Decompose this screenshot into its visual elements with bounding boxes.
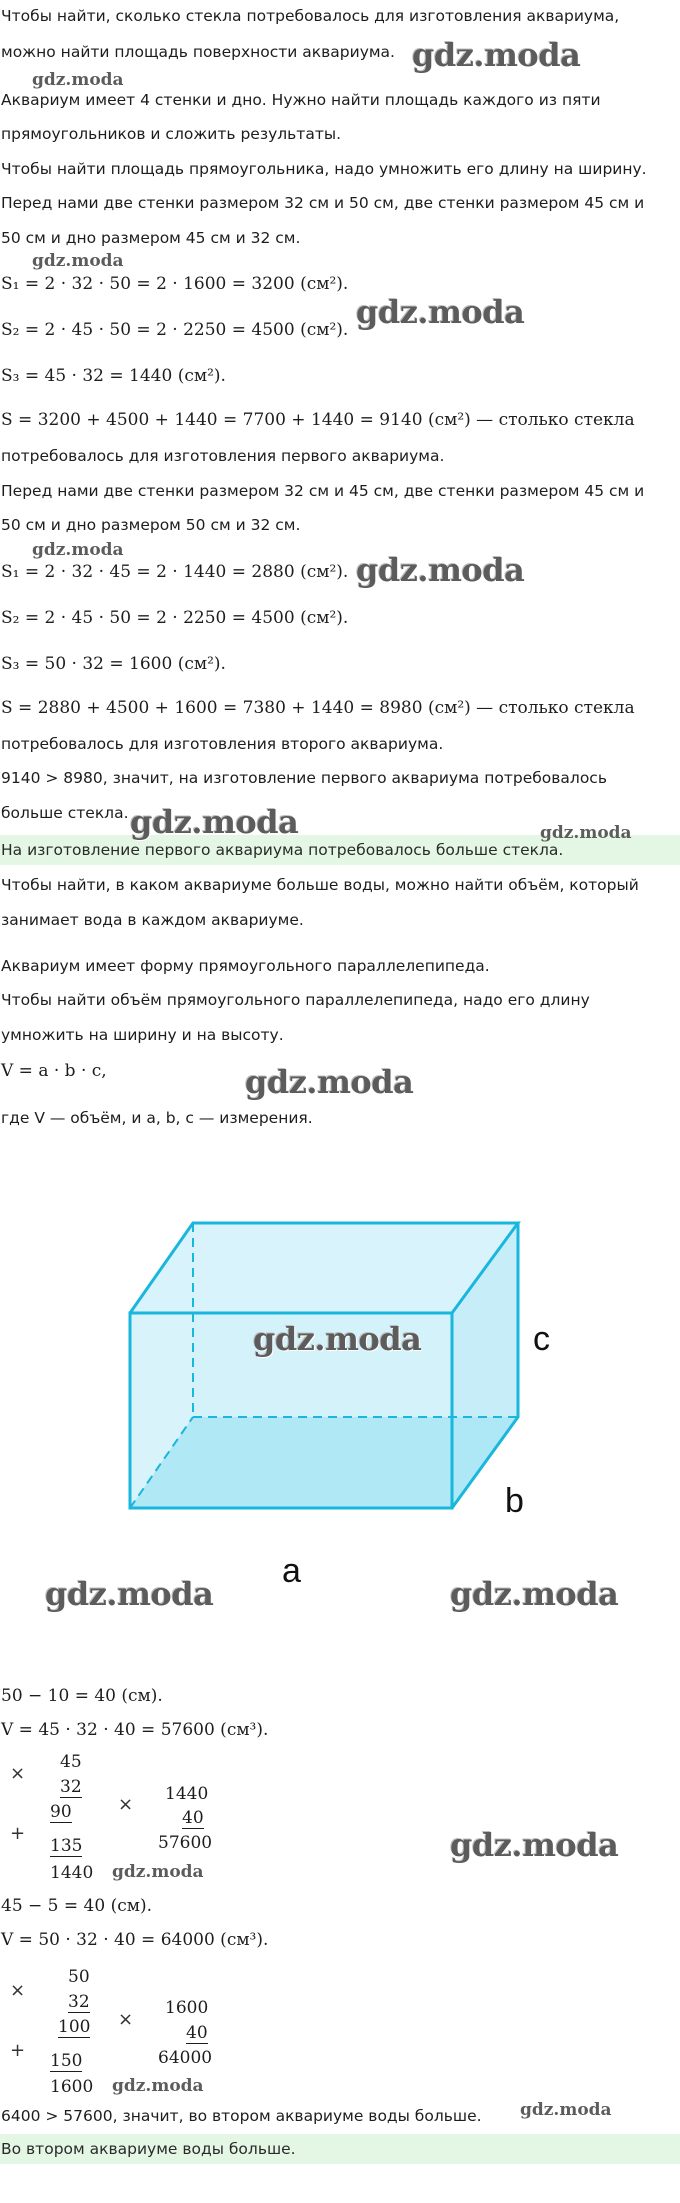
label-c: c [533, 1320, 550, 1358]
text-line: занимает вода в каждом аквариуме. [1, 911, 304, 929]
text-line: Аквариум имеет 4 стенки и дно. Нужно найти площадь каждого из пяти [1, 91, 601, 109]
formula-line: V = 50 · 32 · 40 = 64000 (см³). [1, 1930, 269, 1950]
formula-line: 45 − 5 = 40 (см). [1, 1896, 152, 1916]
answer-text: Во втором аквариуме воды больше. [1, 2140, 296, 2158]
text-line: где V — объём, и a, b, c — измерения. [1, 1109, 313, 1127]
watermark-logo: gdz.moda [356, 293, 525, 331]
partial-product: 90 [50, 1802, 72, 1822]
box-top-face [130, 1223, 518, 1313]
times-sign: × [10, 1763, 26, 1784]
watermark-logo: gdz.moda [450, 1575, 619, 1613]
watermark-logo: gdz.moda [412, 36, 581, 74]
watermark-logo: gdz.moda [356, 551, 525, 589]
text-line: Чтобы найти площадь прямоугольника, надо умножить его длину на ширину. [1, 160, 647, 178]
formula-line: S = 3200 + 4500 + 1440 = 7700 + 1440 = 9140 (см²) — столько стекла [1, 410, 635, 430]
text-line: потребовалось для изготовления первого аквариума. [1, 447, 445, 465]
text-line: потребовалось для изготовления второго аквариума. [1, 735, 444, 753]
label-b: b [505, 1482, 524, 1520]
formula-line: S₂ = 2 · 45 · 50 = 2 · 2250 = 4500 (см²). [1, 320, 349, 340]
formula-line: S₁ = 2 · 32 · 45 = 2 · 1440 = 2880 (см²). [1, 562, 349, 582]
label-a: a [282, 1552, 301, 1590]
watermark-logo: gdz.moda [112, 2076, 204, 2096]
product-result: 1600 [50, 2077, 94, 2097]
formula-line: S₂ = 2 · 45 · 50 = 2 · 2250 = 4500 (см²). [1, 608, 349, 628]
formula-line: V = a · b · c, [1, 1061, 107, 1081]
box-bottom-face [130, 1417, 518, 1508]
answer-text: На изготовление первого аквариума потребовалось больше стекла. [1, 841, 564, 859]
box-diagram [0, 1200, 680, 1600]
watermark-logo: gdz.moda [45, 1575, 214, 1613]
text-line: больше стекла. [1, 804, 129, 822]
formula-line: V = 45 · 32 · 40 = 57600 (см³). [1, 1720, 269, 1740]
multiplier: 32 [60, 1777, 82, 1797]
text-line: 50 см и дно размером 45 см и 32 см. [1, 229, 301, 247]
watermark-logo: gdz.moda [32, 540, 124, 560]
text-line: прямоугольников и сложить результаты. [1, 125, 342, 143]
formula-line: S = 2880 + 4500 + 1600 = 7380 + 1440 = 8980 (см²) — столько стекла [1, 698, 635, 718]
product-result: 1440 [50, 1863, 94, 1883]
watermark-logo: gdz.moda [32, 251, 124, 271]
partial-product: 100 [58, 2017, 91, 2037]
text-line: 50 см и дно размером 50 см и 32 см. [1, 516, 301, 534]
partial-product: 150 [50, 2051, 83, 2071]
formula-line: S₃ = 50 · 32 = 1600 (см²). [1, 654, 226, 674]
times-sign: × [10, 1980, 26, 2001]
text-line: Аквариум имеет форму прямоугольного параллелепипеда. [1, 957, 490, 975]
text-line: можно найти площадь поверхности аквариума. [1, 43, 395, 61]
plus-sign: + [10, 2040, 26, 2061]
times-sign: × [118, 1794, 134, 1815]
times-sign: × [118, 2009, 134, 2030]
plus-sign: + [10, 1823, 26, 1844]
text-line: 6400 > 57600, значит, во втором аквариуме воды больше. [1, 2107, 482, 2125]
formula-line: 50 − 10 = 40 (см). [1, 1686, 163, 1706]
multiplier: 40 [182, 1808, 204, 1828]
watermark-logo: gdz.moda [520, 2100, 612, 2120]
text-line: Перед нами две стенки размером 32 см и 45 см, две стенки размером 45 см и [1, 482, 645, 500]
multiplicand: 45 [60, 1752, 82, 1772]
product-result: 64000 [158, 2048, 213, 2068]
multiplier: 40 [186, 2023, 208, 2043]
text-line: Чтобы найти, сколько стекла потребовалось для изготовления аквариума, [1, 7, 620, 25]
text-line: Чтобы найти, в каком аквариуме больше воды, можно найти объём, который [1, 876, 639, 894]
watermark-logo: gdz.moda [112, 1862, 204, 1882]
text-line: Чтобы найти объём прямоугольного параллелепипеда, надо его длину [1, 991, 590, 1009]
product-result: 57600 [158, 1833, 213, 1853]
watermark-logo: gdz.moda [253, 1320, 422, 1358]
watermark-logo: gdz.moda [450, 1826, 619, 1864]
multiplier: 32 [68, 1992, 90, 2012]
watermark-logo: gdz.moda [32, 70, 124, 90]
watermark-logo: gdz.moda [130, 803, 299, 841]
multiplicand: 1440 [165, 1784, 209, 1804]
partial-product: 135 [50, 1836, 83, 1856]
multiplicand: 50 [68, 1967, 90, 1987]
watermark-logo: gdz.moda [245, 1063, 414, 1101]
text-line: умножить на ширину и на высоту. [1, 1026, 284, 1044]
formula-line: S₃ = 45 · 32 = 1440 (см²). [1, 366, 226, 386]
multiplicand: 1600 [165, 1998, 209, 2018]
text-line: 9140 > 8980, значит, на изготовление первого аквариума потребовалось [1, 769, 607, 787]
formula-line: S₁ = 2 · 32 · 50 = 2 · 1600 = 3200 (см²). [1, 274, 349, 294]
text-line: Перед нами две стенки размером 32 см и 50 см, две стенки размером 45 см и [1, 194, 645, 212]
watermark-logo: gdz.moda [540, 823, 632, 843]
